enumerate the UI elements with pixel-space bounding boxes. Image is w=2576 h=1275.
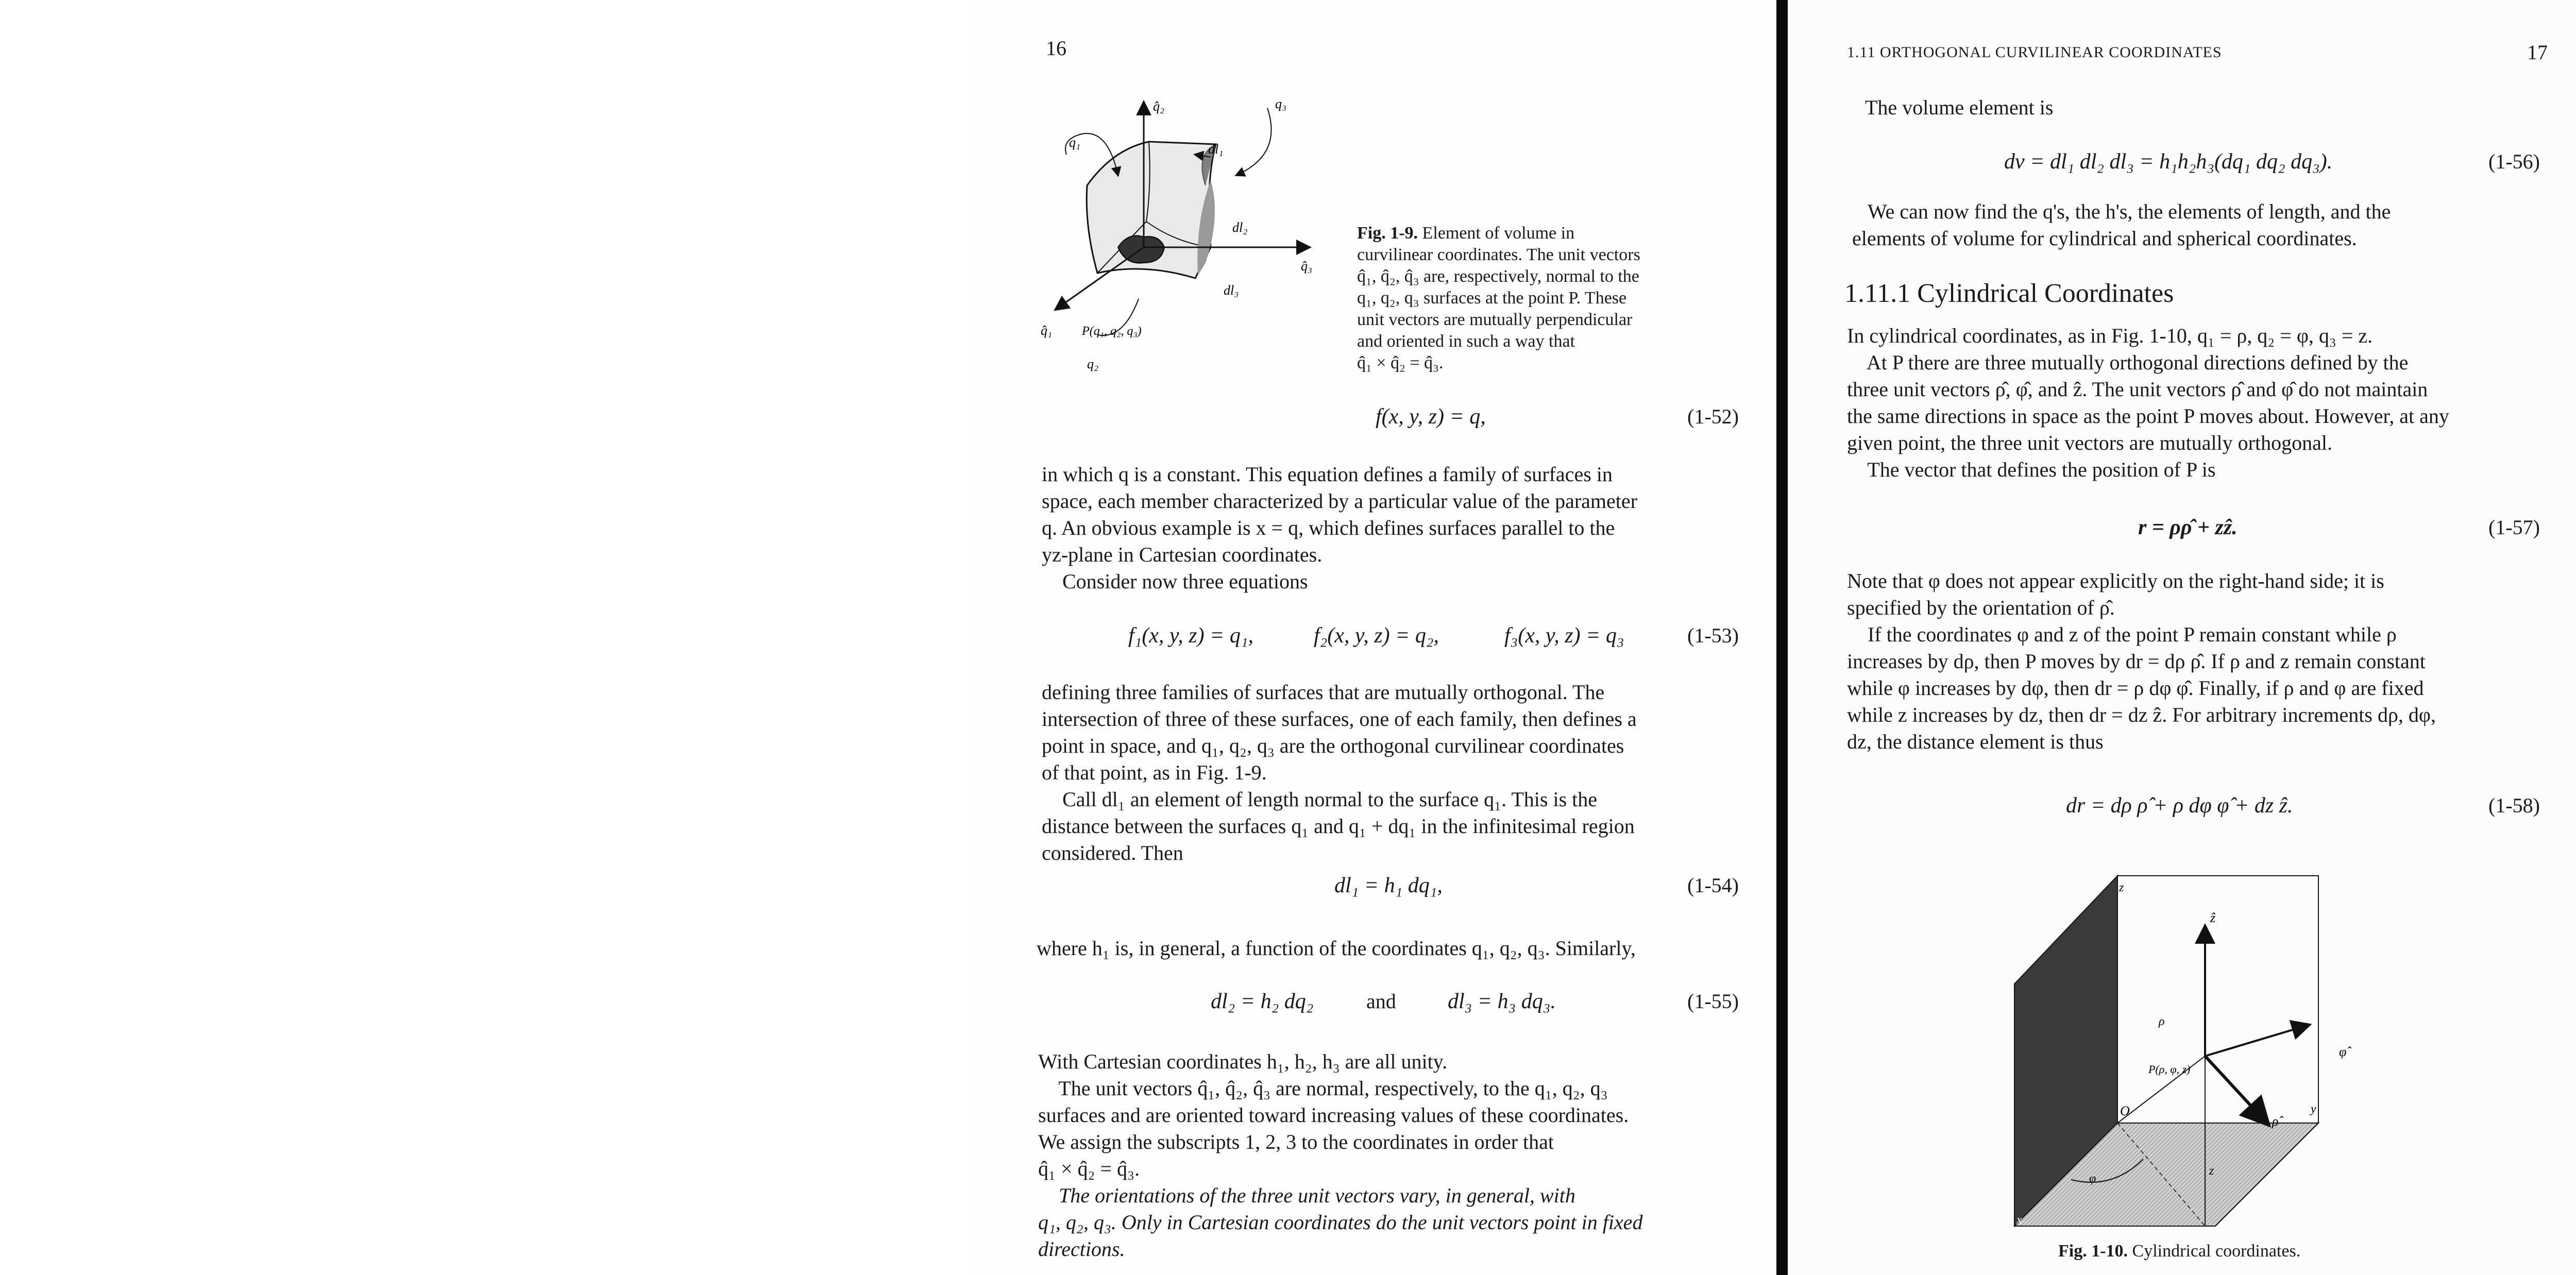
text-line: The orientations of the three unit vectors vary, in general, with [1038,1184,1575,1207]
text-line: distance between the surfaces q₁ and q₁ + dq₁ in the infinitesimal region [1042,814,1635,838]
fig19-label-q2hat: q̂₂ [1153,99,1165,114]
left-paragraph-3: where h₁ is, in general, a function of the coordinates q₁, q₂, q₃. Similarly, [1037,937,1636,960]
text-line: dz, the distance element is thus [1847,730,2104,753]
fig19-caption-line: q̂₁, q̂₂, q̂₃ are, respectively, normal to the [1357,267,1639,286]
right-paragraph-1 [1852,198,2391,252]
text-line: The unit vectors q̂₁, q̂₂, q̂₃ are normal, respectively, to the q₁, q₂, q₃ [1038,1077,1608,1100]
text-line: The vector that defines the position of P is [1847,458,2216,481]
figure-1-10 [2009,871,2370,1231]
fig110-label-phi: φ [2089,1172,2096,1185]
fig110-label-zhat: ẑ [2210,910,2216,925]
text-line: while φ increases by dφ, then dr = ρ dφ φ̂. Finally, if ρ and φ are fixed [1847,676,2424,700]
eq-1-58: dr = dρ ρ̂ + ρ dφ φ̂ + dz ẑ. [2066,794,2293,818]
left-paragraph-5 [1038,1182,1642,1263]
left-paragraph-2 [1042,679,1637,866]
fig110-caption [2058,1242,2300,1261]
fig19-label-q1: q₁ [1069,135,1081,150]
fig110-caption-bold: Fig. 1-10. [2058,1242,2128,1261]
fig19-label-q3hat: q̂₃ [1301,259,1313,274]
text-line: the same directions in space as the point P moves about. However, at any [1847,404,2449,428]
fig19-caption-line: unit vectors are mutually perpendicular [1357,310,1633,329]
text-line: of that point, as in Fig. 1-9. [1042,761,1267,784]
fig110-label-y: y [2311,1102,2316,1116]
text-line: We assign the subscripts 1, 2, 3 to the coordinates in order that [1038,1130,1554,1153]
eq-1-54: dl₁ = h₁ dq₁, [1334,874,1443,897]
running-head: 1.11 ORTHOGONAL CURVILINEAR COORDINATES [1847,44,2222,61]
text-line: directions. [1038,1237,1125,1261]
fig110-label-rho: ρ [2159,1015,2165,1028]
eq-1-53-number: (1-53) [1687,624,1739,647]
fig19-label-q2: q₂ [1087,356,1099,371]
text-line: point in space, and q₁, q₂, q₃ are the orthogonal curvilinear coordinates [1042,734,1624,757]
eq-1-58-number: (1-58) [2488,794,2540,817]
fig110-label-rhohat: ρ̂ [2272,1114,2279,1129]
fig19-label-P: P(q₁, q₂, q₃) [1082,325,1142,338]
fig19-label-q1hat: q̂₁ [1041,323,1053,338]
eq-1-54-number: (1-54) [1687,874,1739,897]
text-line: while z increases by dz, then dr = dz ẑ. For arbitrary increments dρ, dφ, [1847,703,2436,726]
text-line: q̂₁ × q̂₂ = q̂₃. [1038,1157,1140,1180]
eq-1-56-number: (1-56) [2488,150,2540,173]
fig19-caption-bold: Fig. 1-9. [1357,224,1418,243]
fig19-caption-line: Element of volume in [1422,224,1575,243]
fig19-caption-line: q₁, q₂, q₃ surfaces at the point P. These [1357,288,1627,308]
eq-1-53-b: f₂(x, y, z) = q₂, [1314,624,1439,648]
fig19-caption-line: and oriented in such a way that [1357,332,1575,351]
fig19-label-dl3: dl₃ [1224,283,1239,298]
text-line: three unit vectors ρ̂, φ̂, and ẑ. The unit vectors ρ̂ and φ̂ do not maintain [1847,378,2428,401]
section-heading: 1.11.1 Cylindrical Coordinates [1844,279,2174,308]
text-line: q₁, q₂, q₃. Only in Cartesian coordinates do the unit vectors point in fixed [1038,1211,1643,1234]
text-line: space, each member characterized by a particular value of the parameter [1042,489,1637,513]
eq-1-55-number: (1-55) [1687,990,1739,1013]
text-line: specified by the orientation of ρ̂. [1847,596,2115,619]
fig19-label-dl1: dl₁ [1208,142,1224,157]
right-intro: The volume element is [1865,96,2054,119]
text-line: If the coordinates φ and z of the point P remain constant while ρ [1847,623,2397,646]
eq-1-55-a: dl₂ = h₂ dq₂ [1211,990,1314,1013]
text-line: We can now find the q's, the h's, the elements of length, and the [1868,200,2391,223]
text-line: intersection of three of these surfaces, one of each family, then defines a [1042,707,1637,730]
right-page-number: 17 [2527,41,2548,64]
eq-1-53-c: f₃(x, y, z) = q₃ [1504,624,1624,648]
text-line: surfaces and are oriented toward increasing values of these coordinates. [1038,1103,1629,1127]
left-paragraph-1 [1042,461,1637,595]
fig110-label-P: P(ρ, φ, z) [2148,1063,2191,1076]
fig19-caption [1357,223,1640,374]
right-paragraph-2 [1847,322,2449,483]
text-line: elements of volume for cylindrical and spherical coordinates. [1852,227,2357,250]
fig19-label-q3: q₃ [1275,96,1287,111]
text-line: With Cartesian coordinates h₁, h₂, h₃ are all unity. [1038,1050,1448,1073]
text-line: given point, the three unit vectors are mutually orthogonal. [1847,431,2332,454]
fig110-caption-text: Cylindrical coordinates. [2132,1242,2301,1261]
fig19-label-dl2: dl₂ [1232,220,1248,235]
text-line: At P there are three mutually orthogonal directions defined by the [1847,351,2409,374]
right-paragraph-3 [1847,568,2436,755]
fig110-label-z-axis: z [2119,881,2124,894]
eq-1-56: dv = dl₁ dl₂ dl₃ = h₁h₂h₃(dq₁ dq₂ dq₃). [2004,150,2333,174]
fig110-label-z: z [2209,1164,2214,1178]
eq-1-52: f(x, y, z) = q, [1376,405,1486,429]
eq-1-57-number: (1-57) [2488,516,2540,539]
fig19-caption-line: curvilinear coordinates. The unit vectors [1357,245,1640,264]
fig110-label-x: x [2016,1213,2022,1227]
text-line: defining three families of surfaces that are mutually orthogonal. The [1042,681,1605,704]
fig110-label-O: O [2120,1103,2130,1118]
text-line: yz-plane in Cartesian coordinates. [1042,543,1323,566]
text-line: q. An obvious example is x = q, which defines surfaces parallel to the [1042,516,1615,539]
eq-1-57: r = ρρ̂ + zẑ. [2138,516,2238,539]
eq-1-55-b: dl₃ = h₃ dq₃. [1448,990,1556,1013]
figure-1-9 [1041,93,1329,381]
left-paragraph-4 [1038,1048,1629,1182]
text-line: Note that φ does not appear explicitly on the right-hand side; it is [1847,569,2384,592]
text-line: Call dl₁ an element of length normal to the surface q₁. This is the [1042,788,1598,811]
text-line: Consider now three equations [1042,570,1308,593]
fig110-label-phihat: φ̂ [2339,1044,2347,1059]
fig19-caption-line: q̂₁ × q̂₂ = q̂₃. [1357,353,1444,372]
eq-1-53-a: f₁(x, y, z) = q₁, [1128,624,1253,648]
eq-1-52-number: (1-52) [1687,405,1739,428]
text-line: increases by dρ, then P moves by dr = dρ ρ̂. If ρ and z remain constant [1847,650,2426,673]
book-gutter [1776,0,1788,1275]
text-line: In cylindrical coordinates, as in Fig. 1-10, q₁ = ρ, q₂ = φ, q₃ = z. [1847,324,2373,347]
eq-1-55-and: and [1366,990,1396,1013]
left-page-number: 16 [1046,37,1066,60]
text-line: considered. Then [1042,841,1183,864]
text-line: in which q is a constant. This equation defines a family of surfaces in [1042,463,1613,486]
